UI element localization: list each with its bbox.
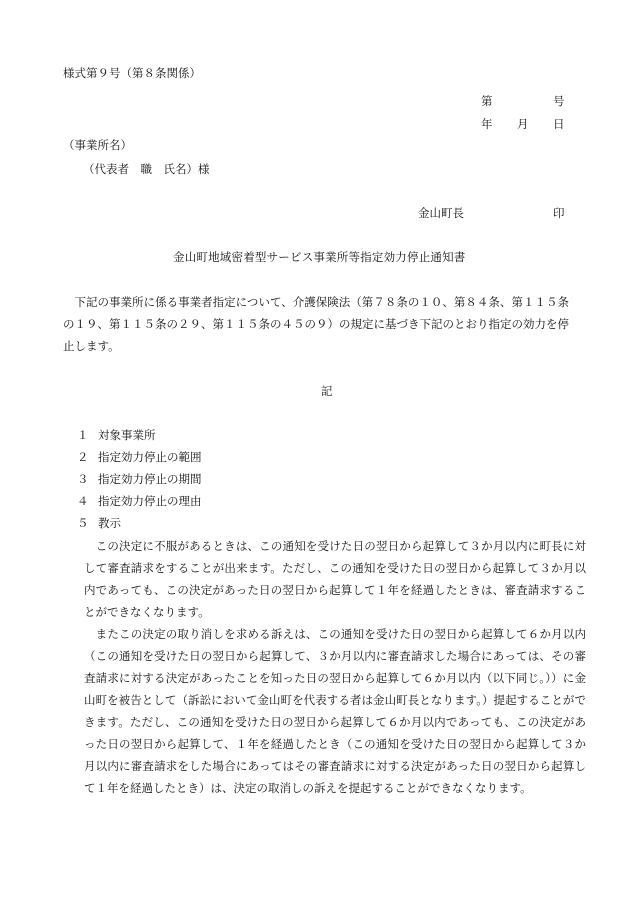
list-item-label: 指定効力停止の期間 [98,472,202,486]
list-item-number: ４ [77,494,89,508]
document-title: 金山町地域密着型サービス事業所等指定効力停止通知書 [173,250,466,264]
seal-mark: 印 [553,206,565,220]
ki-heading: 記 [321,384,333,398]
list-item-number: １ [77,428,89,442]
form-number: 様式第９号（第８条関係） [63,66,201,80]
body-paragraph: 下記の事業所に係る事業者指定について、介護保険法（第７８条の１０、第８４条、第１１５条の１９、第１１５条の２９、第１１５条の４５の９）の規定に基づき下記のとおり指定の効力を停止します。 [63,295,569,353]
date-month: 月 [517,117,529,131]
list-item-label: 指定効力停止の理由 [98,494,202,508]
list-item-label: 指定効力停止の範囲 [98,450,202,464]
list-item-label: 教示 [98,516,121,530]
date-day: 日 [553,117,565,131]
recipient-representative: （代表者 職 氏名）様 [83,162,210,176]
list-item-number: ２ [77,450,89,464]
recipient-business-name: （事業所名） [63,138,132,152]
doc-number-prefix: 第 [481,94,493,108]
instruction-paragraph-1: この決定に不服があるときは、この通知を受けた日の翌日から起算して３か月以内に町長に対して審査請求をすることが出来ます。ただし、この通知を受けた日の翌日から起算して３か月以内であっても、この決定があった日の翌日から起算して１年を経過したときは、審査請求することができなくなります。 [84,539,586,619]
doc-number-suffix: 号 [553,94,565,108]
date-year: 年 [481,117,493,131]
instruction-paragraph-2: またこの決定の取り消しを求める訴えは、この通知を受けた日の翌日から起算して６か月以内（この通知を受けた日の翌日から起算して、３か月以内に審査請求した場合にあっては、その審査請求に対する決定があったことを知った日の翌日から起算して６か月以内（以下同じ。））に金山町を被告として（訴訟において金山町を代表する者は金山町長となります。）提起することができます。ただし、この通知を受けた日の翌日から起算して６か月以内であっても、この決定があった日の翌日から起算して、１年を経過したとき（この通知を受けた日の翌日から起算して３か月以内に審査請求をした場合にあってはその審査請求に対する決定があった日の翌日から起算して１年を経過したとき）は、決定の取消しの訴えを提起することができなくなります。 [84,627,586,795]
list-item-number: ３ [77,472,89,486]
list-item-label: 対象事業所 [98,428,156,442]
list-item-number: ５ [77,516,89,530]
issuer-name: 金山町長 [418,206,464,220]
